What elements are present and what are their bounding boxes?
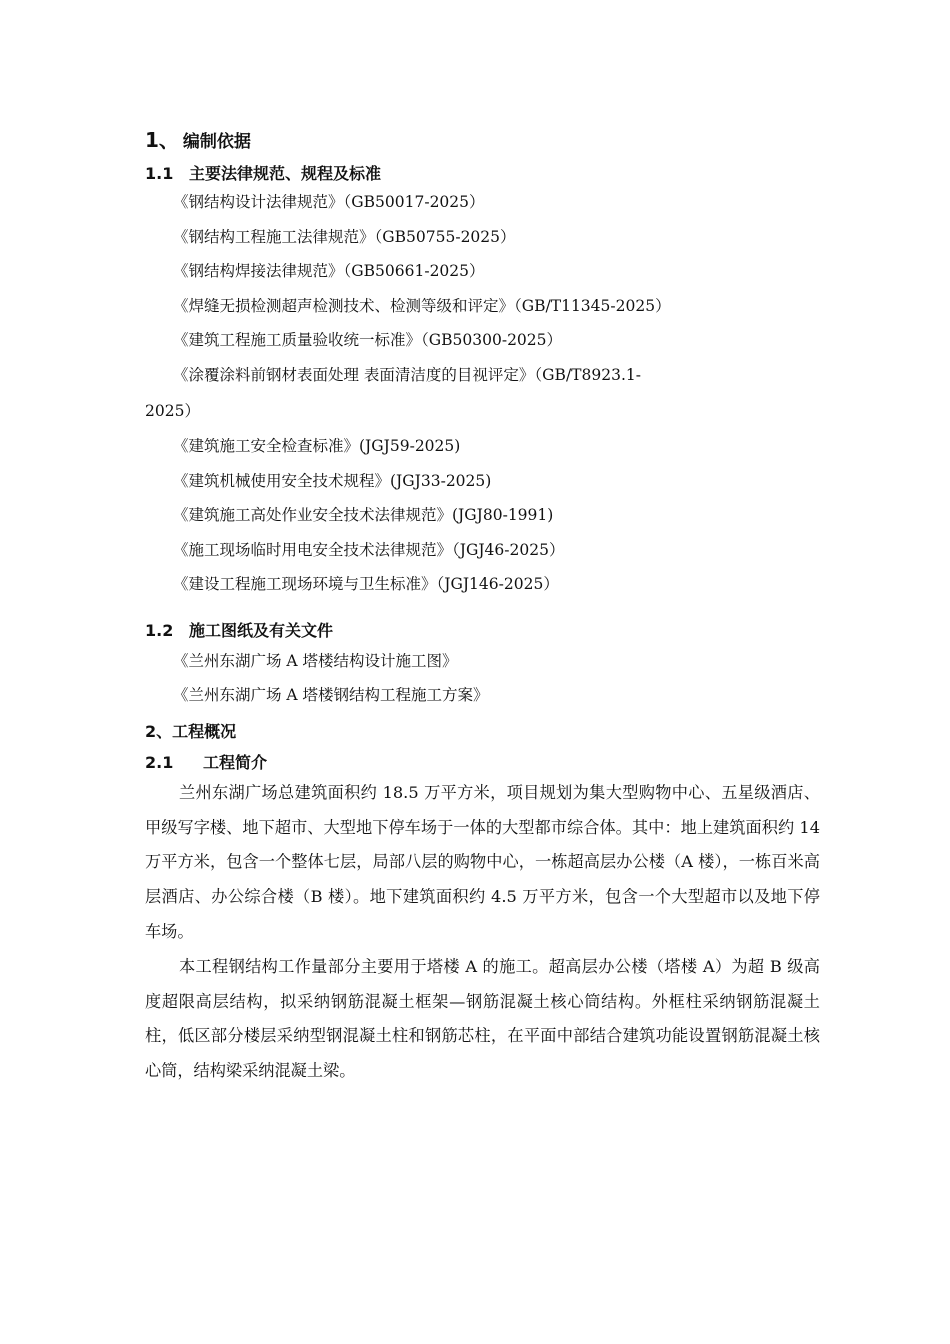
section-1-heading xyxy=(145,124,251,153)
section-1-number: 1、 xyxy=(145,128,179,152)
reference-item: 《钢结构设计法律规范》（GB50017-2025） xyxy=(173,193,485,211)
reference-item: 《建筑施工安全检查标准》(JGJ59-2025) xyxy=(173,437,461,455)
section-2-1-title: 工程简介 xyxy=(203,753,268,772)
section-2-title: 工程概况 xyxy=(172,722,237,741)
section-1-title: 编制依据 xyxy=(182,132,251,152)
reference-item: 《建设工程施工现场环境与卫生标准》（JGJ146-2025） xyxy=(173,575,559,593)
section-2-1-number: 2.1 xyxy=(145,753,174,772)
section-1-1-title: 主要法律规范、规程及标准 xyxy=(189,164,382,183)
section-1-1-heading xyxy=(145,161,381,184)
section-2-heading xyxy=(145,719,236,742)
reference-item: 《施工现场临时用电安全技术法律规范》（JGJ46-2025） xyxy=(173,541,565,559)
reference-item: 《建筑施工高处作业安全技术法律规范》(JGJ80-1991) xyxy=(173,506,554,524)
reference-item: 《建筑机械使用安全技术规程》(JGJ33-2025) xyxy=(173,472,492,490)
section-1-1-number: 1.1 xyxy=(145,164,174,183)
reference-item-continuation: 2025） xyxy=(145,402,200,420)
section-2-number: 2、 xyxy=(145,722,173,741)
section-1-2-heading xyxy=(145,618,333,641)
section-1-2-title: 施工图纸及有关文件 xyxy=(189,621,334,640)
reference-item: 《涂覆涂料前钢材表面处理 表面清洁度的目视评定》（GB/T8923.1- xyxy=(173,366,641,384)
reference-item: 《兰州东湖广场 A 塔楼钢结构工程施工方案》 xyxy=(173,686,489,704)
section-1-2-number: 1.2 xyxy=(145,621,174,640)
section-2-1-heading xyxy=(145,750,267,773)
body-paragraph: 兰州东湖广场总建筑面积约 18.5 万平方米，项目规划为集大型购物中心、五星级酒店、甲级写字楼、地下超市、大型地下停车场于一体的大型都市综合体。其中：地上建筑面积约 14 万平方米，包含一个整体七层，局部八层的购物中心，一栋超高层办公楼（A 楼），一栋百米高层酒店、办公综合楼（B 楼）。地下建筑面积约 4.5 万平方米，包含一个大型超市以及地下停车场。 xyxy=(145,783,820,941)
reference-item: 《焊缝无损检测超声检测技术、检测等级和评定》（GB/T11345-2025） xyxy=(173,297,671,315)
reference-item: 《钢结构工程施工法律规范》（GB50755-2025） xyxy=(173,228,516,246)
body-paragraph: 本工程钢结构工作量部分主要用于塔楼 A 的施工。超高层办公楼（塔楼 A）为超 B 级高度超限高层结构，拟采纳钢筋混凝土框架—钢筋混凝土核心筒结构。外框柱采纳钢筋混凝土柱，低区部分楼层采纳型钢混凝土柱和钢筋芯柱，在平面中部结合建筑功能设置钢筋混凝土核心筒，结构梁采纳混凝土梁。 xyxy=(145,957,820,1081)
reference-item: 《钢结构焊接法律规范》（GB50661-2025） xyxy=(173,262,485,280)
reference-item: 《兰州东湖广场 A 塔楼结构设计施工图》 xyxy=(173,652,458,670)
reference-item: 《建筑工程施工质量验收统一标准》（GB50300-2025） xyxy=(173,331,563,349)
